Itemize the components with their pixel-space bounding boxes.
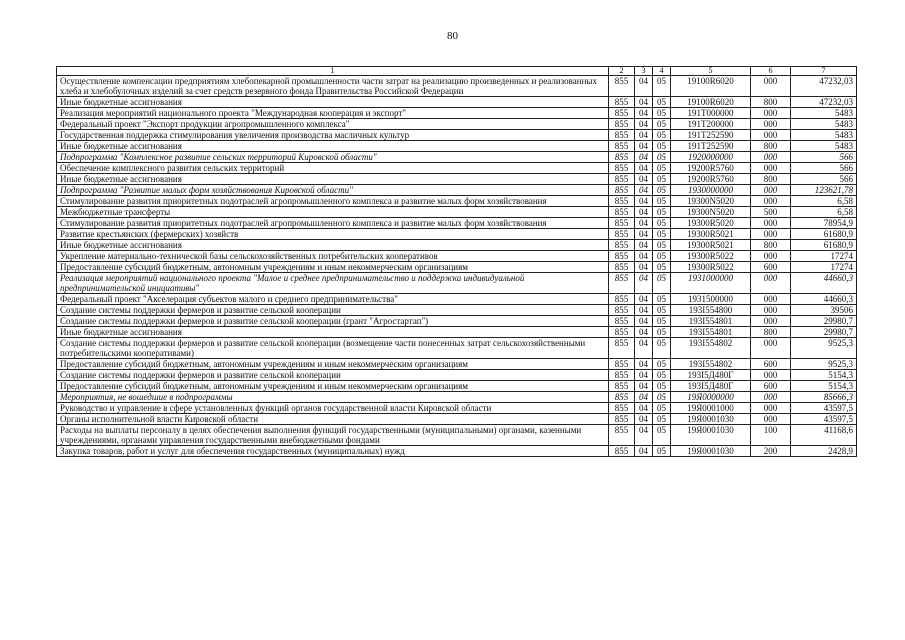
row-section-cell: 04 — [635, 403, 653, 414]
row-name-cell: Федеральный проект "Акселерация субъектов малого и среднего предпринимательства" — [57, 294, 609, 305]
row-target-article-cell: 19200R5760 — [671, 174, 751, 185]
table-row — [57, 108, 857, 119]
row-subsection-cell: 05 — [653, 207, 671, 218]
row-name-cell: Реализация мероприятий национального проекта "Международная кооперация и экспорт" — [57, 108, 609, 119]
row-expense-type-cell: 000 — [751, 403, 791, 414]
row-amount-cell: 566 — [791, 174, 857, 185]
row-section-cell: 04 — [635, 381, 653, 392]
row-target-article-cell: 19100R6020 — [671, 76, 751, 97]
table-row — [57, 262, 857, 273]
row-amount-cell: 44660,3 — [791, 273, 857, 294]
row-target-article-cell: 1931500000 — [671, 294, 751, 305]
row-name-cell: Создание системы поддержки фермеров и развитие сельской кооперации (возмещение части понесенных затрат сельскохозяйственными потребительскими кооперативами) — [57, 338, 609, 359]
row-ministry-code-cell: 855 — [609, 174, 635, 185]
table-row — [57, 381, 857, 392]
table-row — [57, 273, 857, 294]
row-section-cell: 04 — [635, 251, 653, 262]
row-target-article-cell: 1930000000 — [671, 185, 751, 196]
row-name-cell: Подпрограмма "Комплексное развитие сельских территорий Кировской области" — [57, 152, 609, 163]
row-expense-type-cell: 600 — [751, 359, 791, 370]
row-ministry-code-cell: 855 — [609, 425, 635, 446]
header-col-6: 6 — [751, 67, 791, 76]
table-row — [57, 370, 857, 381]
table-row — [57, 207, 857, 218]
row-amount-cell: 61680,9 — [791, 229, 857, 240]
row-name-cell: Иные бюджетные ассигнования — [57, 174, 609, 185]
row-name-cell: Предоставление субсидий бюджетным, автономным учреждениям и иным некоммерческим организациям — [57, 381, 609, 392]
row-ministry-code-cell: 855 — [609, 130, 635, 141]
row-section-cell: 04 — [635, 262, 653, 273]
row-amount-cell: 78954,9 — [791, 218, 857, 229]
row-ministry-code-cell: 855 — [609, 229, 635, 240]
row-amount-cell: 29980,7 — [791, 316, 857, 327]
row-ministry-code-cell: 855 — [609, 119, 635, 130]
row-name-cell: Укрепление материально-технической базы сельскохозяйственных потребительских кооперативов — [57, 251, 609, 262]
row-amount-cell: 9525,3 — [791, 338, 857, 359]
row-name-cell: Создание системы поддержки фермеров и развитие сельской кооперации — [57, 370, 609, 381]
row-expense-type-cell: 800 — [751, 327, 791, 338]
row-name-cell: Межбюджетные трансферты — [57, 207, 609, 218]
table-row — [57, 196, 857, 207]
row-target-article-cell: 19Я0001030 — [671, 414, 751, 425]
row-expense-type-cell: 000 — [751, 316, 791, 327]
row-section-cell: 04 — [635, 240, 653, 251]
row-target-article-cell: 19300R5022 — [671, 262, 751, 273]
row-expense-type-cell: 800 — [751, 97, 791, 108]
row-ministry-code-cell: 855 — [609, 414, 635, 425]
header-col-7: 7 — [791, 67, 857, 76]
row-subsection-cell: 05 — [653, 76, 671, 97]
table-row — [57, 305, 857, 316]
row-target-article-cell: 193I554800 — [671, 305, 751, 316]
row-ministry-code-cell: 855 — [609, 108, 635, 119]
row-ministry-code-cell: 855 — [609, 141, 635, 152]
row-ministry-code-cell: 855 — [609, 273, 635, 294]
row-amount-cell: 61680,9 — [791, 240, 857, 251]
table-row — [57, 251, 857, 262]
row-subsection-cell: 05 — [653, 359, 671, 370]
table-body — [57, 76, 857, 457]
page-number: 80 — [447, 30, 458, 42]
row-expense-type-cell: 000 — [751, 185, 791, 196]
row-target-article-cell: 19Я0001030 — [671, 425, 751, 446]
row-subsection-cell: 05 — [653, 163, 671, 174]
row-subsection-cell: 05 — [653, 251, 671, 262]
row-name-cell: Иные бюджетные ассигнования — [57, 240, 609, 251]
row-ministry-code-cell: 855 — [609, 370, 635, 381]
row-amount-cell: 5483 — [791, 119, 857, 130]
row-section-cell: 04 — [635, 446, 653, 457]
row-name-cell: Иные бюджетные ассигнования — [57, 141, 609, 152]
row-section-cell: 04 — [635, 338, 653, 359]
row-subsection-cell: 05 — [653, 338, 671, 359]
row-expense-type-cell: 000 — [751, 414, 791, 425]
row-subsection-cell: 05 — [653, 305, 671, 316]
row-name-cell: Органы исполнительной власти Кировской области — [57, 414, 609, 425]
row-amount-cell: 5154,3 — [791, 381, 857, 392]
table-row — [57, 174, 857, 185]
row-name-cell: Создание системы поддержки фермеров и развитие сельской кооперации (грант "Агростартап") — [57, 316, 609, 327]
row-expense-type-cell: 000 — [751, 218, 791, 229]
row-target-article-cell: 19Я0001000 — [671, 403, 751, 414]
row-section-cell: 04 — [635, 196, 653, 207]
row-section-cell: 04 — [635, 294, 653, 305]
row-subsection-cell: 05 — [653, 119, 671, 130]
row-target-article-cell: 191T252590 — [671, 130, 751, 141]
row-name-cell: Закупка товаров, работ и услуг для обеспечения государственных (муниципальных) нужд — [57, 446, 609, 457]
row-target-article-cell: 19300N5020 — [671, 196, 751, 207]
row-name-cell: Развитие крестьянских (фермерских) хозяйств — [57, 229, 609, 240]
row-target-article-cell: 193I554802 — [671, 359, 751, 370]
row-amount-cell: 566 — [791, 163, 857, 174]
row-name-cell: Подпрограмма "Развитие малых форм хозяйствования Кировской области" — [57, 185, 609, 196]
row-target-article-cell: 19200R5760 — [671, 163, 751, 174]
row-expense-type-cell: 800 — [751, 240, 791, 251]
row-section-cell: 04 — [635, 305, 653, 316]
row-section-cell: 04 — [635, 229, 653, 240]
row-amount-cell: 5154,3 — [791, 370, 857, 381]
row-subsection-cell: 05 — [653, 240, 671, 251]
budget-table — [56, 66, 857, 457]
row-section-cell: 04 — [635, 119, 653, 130]
table-row — [57, 446, 857, 457]
row-target-article-cell: 19300R5021 — [671, 240, 751, 251]
row-ministry-code-cell: 855 — [609, 338, 635, 359]
row-expense-type-cell: 000 — [751, 196, 791, 207]
table-row — [57, 152, 857, 163]
row-amount-cell: 44660,3 — [791, 294, 857, 305]
row-target-article-cell: 19300N5020 — [671, 207, 751, 218]
row-ministry-code-cell: 855 — [609, 251, 635, 262]
row-name-cell: Стимулирование развития приоритетных подотраслей агропромышленного комплекса и развитие малых форм хозяйствования — [57, 218, 609, 229]
row-target-article-cell: 19Я0001030 — [671, 446, 751, 457]
row-subsection-cell: 05 — [653, 327, 671, 338]
row-name-cell: Реализация мероприятий национального проекта "Малое и среднее предпринимательство и поддержка индивидуальной предпринимательской инициативы" — [57, 273, 609, 294]
row-subsection-cell: 05 — [653, 414, 671, 425]
row-expense-type-cell: 500 — [751, 207, 791, 218]
row-target-article-cell: 19300R5020 — [671, 218, 751, 229]
row-name-cell: Мероприятия, не вошедшие в подпрограммы — [57, 392, 609, 403]
row-section-cell: 04 — [635, 108, 653, 119]
row-ministry-code-cell: 855 — [609, 196, 635, 207]
row-target-article-cell: 19Я0000000 — [671, 392, 751, 403]
header-col-3: 3 — [635, 67, 653, 76]
row-ministry-code-cell: 855 — [609, 240, 635, 251]
row-ministry-code-cell: 855 — [609, 163, 635, 174]
row-expense-type-cell: 000 — [751, 108, 791, 119]
row-name-cell: Федеральный проект "Экспорт продукции агропромышленного комплекса" — [57, 119, 609, 130]
row-target-article-cell: 191T000000 — [671, 108, 751, 119]
row-subsection-cell: 05 — [653, 392, 671, 403]
table-row — [57, 185, 857, 196]
row-target-article-cell: 193I554802 — [671, 338, 751, 359]
row-section-cell: 04 — [635, 207, 653, 218]
row-name-cell: Обеспечение комплексного развития сельских территорий — [57, 163, 609, 174]
row-expense-type-cell: 200 — [751, 446, 791, 457]
row-amount-cell: 6,58 — [791, 207, 857, 218]
row-target-article-cell: 193I554801 — [671, 316, 751, 327]
row-name-cell: Иные бюджетные ассигнования — [57, 97, 609, 108]
row-ministry-code-cell: 855 — [609, 446, 635, 457]
row-name-cell: Руководство и управление в сфере установленных функций органов государственной власти Кировской области — [57, 403, 609, 414]
row-ministry-code-cell: 855 — [609, 392, 635, 403]
row-section-cell: 04 — [635, 359, 653, 370]
header-row — [57, 67, 857, 76]
table-row — [57, 316, 857, 327]
table-row — [57, 119, 857, 130]
row-amount-cell: 123621,78 — [791, 185, 857, 196]
row-subsection-cell: 05 — [653, 381, 671, 392]
row-expense-type-cell: 100 — [751, 425, 791, 446]
header-col-4: 4 — [653, 67, 671, 76]
table-row — [57, 240, 857, 251]
row-name-cell: Предоставление субсидий бюджетным, автономным учреждениям и иным некоммерческим организациям — [57, 262, 609, 273]
header-col-2: 2 — [609, 67, 635, 76]
row-ministry-code-cell: 855 — [609, 381, 635, 392]
row-section-cell: 04 — [635, 392, 653, 403]
row-expense-type-cell: 000 — [751, 305, 791, 316]
row-name-cell: Иные бюджетные ассигнования — [57, 327, 609, 338]
row-section-cell: 04 — [635, 97, 653, 108]
table-row — [57, 359, 857, 370]
row-ministry-code-cell: 855 — [609, 403, 635, 414]
row-name-cell: Государственная поддержка стимулирования увеличения производства масличных культур — [57, 130, 609, 141]
row-name-cell: Стимулирование развития приоритетных подотраслей агропромышленного комплекса и развитие малых форм хозяйствования — [57, 196, 609, 207]
row-subsection-cell: 05 — [653, 229, 671, 240]
row-amount-cell: 85666,3 — [791, 392, 857, 403]
row-amount-cell: 9525,3 — [791, 359, 857, 370]
row-expense-type-cell: 000 — [751, 338, 791, 359]
row-ministry-code-cell: 855 — [609, 327, 635, 338]
table-row — [57, 218, 857, 229]
table-row — [57, 76, 857, 97]
row-expense-type-cell: 000 — [751, 294, 791, 305]
row-subsection-cell: 05 — [653, 152, 671, 163]
row-expense-type-cell: 000 — [751, 163, 791, 174]
row-expense-type-cell: 000 — [751, 392, 791, 403]
row-amount-cell: 47232,03 — [791, 76, 857, 97]
row-section-cell: 04 — [635, 76, 653, 97]
row-amount-cell: 47232,03 — [791, 97, 857, 108]
row-expense-type-cell: 000 — [751, 152, 791, 163]
row-subsection-cell: 05 — [653, 273, 671, 294]
row-ministry-code-cell: 855 — [609, 305, 635, 316]
row-subsection-cell: 05 — [653, 141, 671, 152]
row-section-cell: 04 — [635, 316, 653, 327]
row-target-article-cell: 1920000000 — [671, 152, 751, 163]
row-subsection-cell: 05 — [653, 218, 671, 229]
row-amount-cell: 6,58 — [791, 196, 857, 207]
row-amount-cell: 43597,5 — [791, 414, 857, 425]
row-subsection-cell: 05 — [653, 97, 671, 108]
table-row — [57, 403, 857, 414]
table-row — [57, 229, 857, 240]
row-ministry-code-cell: 855 — [609, 97, 635, 108]
row-amount-cell: 29980,7 — [791, 327, 857, 338]
table-row — [57, 141, 857, 152]
row-section-cell: 04 — [635, 370, 653, 381]
row-ministry-code-cell: 855 — [609, 316, 635, 327]
row-section-cell: 04 — [635, 174, 653, 185]
row-ministry-code-cell: 855 — [609, 359, 635, 370]
row-subsection-cell: 05 — [653, 370, 671, 381]
row-amount-cell: 17274 — [791, 251, 857, 262]
row-target-article-cell: 1931000000 — [671, 273, 751, 294]
row-section-cell: 04 — [635, 273, 653, 294]
row-target-article-cell: 19300R5022 — [671, 251, 751, 262]
table-row — [57, 130, 857, 141]
row-expense-type-cell: 000 — [751, 130, 791, 141]
row-expense-type-cell: 000 — [751, 273, 791, 294]
row-section-cell: 04 — [635, 218, 653, 229]
row-target-article-cell: 193I5Д480Г — [671, 381, 751, 392]
row-target-article-cell: 193I554801 — [671, 327, 751, 338]
row-subsection-cell: 05 — [653, 316, 671, 327]
row-section-cell: 04 — [635, 152, 653, 163]
row-ministry-code-cell: 855 — [609, 207, 635, 218]
row-expense-type-cell: 600 — [751, 381, 791, 392]
row-expense-type-cell: 000 — [751, 229, 791, 240]
row-subsection-cell: 05 — [653, 446, 671, 457]
row-target-article-cell: 191T200000 — [671, 119, 751, 130]
row-expense-type-cell: 800 — [751, 174, 791, 185]
row-section-cell: 04 — [635, 425, 653, 446]
row-name-cell: Создание системы поддержки фермеров и развитие сельской кооперации — [57, 305, 609, 316]
row-subsection-cell: 05 — [653, 262, 671, 273]
row-name-cell: Осуществление компенсации предприятиям хлебопекарной промышленности части затрат на реализацию произведенных и реализованных хлеба и хлебобулочных изделий за счет средств резервного фонда Правительства Российской Федерации — [57, 76, 609, 97]
row-subsection-cell: 05 — [653, 425, 671, 446]
row-amount-cell: 17274 — [791, 262, 857, 273]
table-row — [57, 392, 857, 403]
row-amount-cell: 566 — [791, 152, 857, 163]
header-col-1: 1 — [57, 67, 609, 76]
row-subsection-cell: 05 — [653, 403, 671, 414]
row-amount-cell: 5483 — [791, 108, 857, 119]
row-ministry-code-cell: 855 — [609, 152, 635, 163]
row-amount-cell: 5483 — [791, 141, 857, 152]
row-expense-type-cell: 800 — [751, 141, 791, 152]
table-row — [57, 327, 857, 338]
row-expense-type-cell: 000 — [751, 119, 791, 130]
row-name-cell: Предоставление субсидий бюджетным, автономным учреждениям и иным некоммерческим организациям — [57, 359, 609, 370]
table-row — [57, 294, 857, 305]
row-section-cell: 04 — [635, 185, 653, 196]
row-subsection-cell: 05 — [653, 294, 671, 305]
row-expense-type-cell: 000 — [751, 76, 791, 97]
row-subsection-cell: 05 — [653, 196, 671, 207]
row-target-article-cell: 191T252590 — [671, 141, 751, 152]
row-subsection-cell: 05 — [653, 185, 671, 196]
row-ministry-code-cell: 855 — [609, 294, 635, 305]
row-target-article-cell: 193I5Д480Г — [671, 370, 751, 381]
row-section-cell: 04 — [635, 163, 653, 174]
table-row — [57, 338, 857, 359]
row-subsection-cell: 05 — [653, 108, 671, 119]
table-row — [57, 414, 857, 425]
row-amount-cell: 2428,9 — [791, 446, 857, 457]
row-ministry-code-cell: 855 — [609, 76, 635, 97]
row-expense-type-cell: 000 — [751, 370, 791, 381]
header-col-5: 5 — [671, 67, 751, 76]
row-ministry-code-cell: 855 — [609, 262, 635, 273]
row-ministry-code-cell: 855 — [609, 185, 635, 196]
row-amount-cell: 39506 — [791, 305, 857, 316]
row-target-article-cell: 19300R5021 — [671, 229, 751, 240]
row-ministry-code-cell: 855 — [609, 218, 635, 229]
row-section-cell: 04 — [635, 130, 653, 141]
row-section-cell: 04 — [635, 327, 653, 338]
row-name-cell: Расходы на выплаты персоналу в целях обеспечения выполнения функций государственными (муниципальными) органами, казенными учреждениями, органами управления государственными внебюджетными фондами — [57, 425, 609, 446]
row-amount-cell: 5483 — [791, 130, 857, 141]
row-amount-cell: 43597,5 — [791, 403, 857, 414]
table-row — [57, 97, 857, 108]
row-section-cell: 04 — [635, 414, 653, 425]
row-section-cell: 04 — [635, 141, 653, 152]
table-row — [57, 425, 857, 446]
row-subsection-cell: 05 — [653, 174, 671, 185]
row-expense-type-cell: 600 — [751, 262, 791, 273]
row-amount-cell: 41168,6 — [791, 425, 857, 446]
row-target-article-cell: 19100R6020 — [671, 97, 751, 108]
row-expense-type-cell: 000 — [751, 251, 791, 262]
row-subsection-cell: 05 — [653, 130, 671, 141]
table-row — [57, 163, 857, 174]
